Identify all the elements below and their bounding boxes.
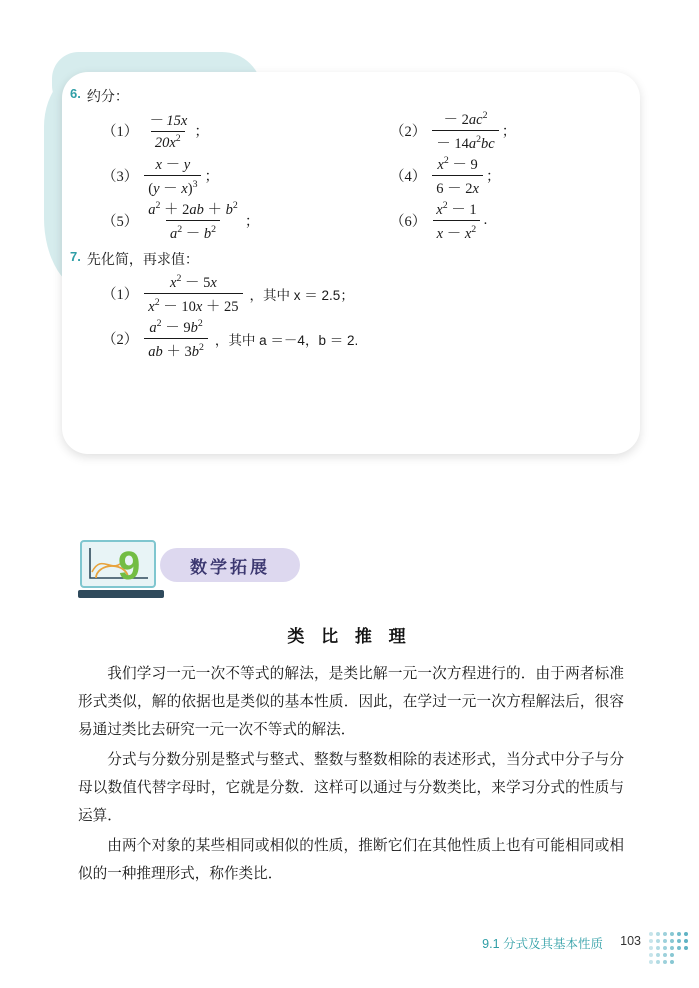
q6-item-4-label: （4） — [390, 169, 427, 185]
q6-item-3-tail: ； — [204, 169, 219, 185]
question-7-number: 7. — [70, 249, 81, 264]
banner-pill-label: 数学拓展 — [190, 557, 270, 577]
q6-item-1-fraction: $\frac{- 15x}{20x^2}$ — [148, 113, 188, 151]
question-6-items — [70, 108, 636, 243]
q6-item-4 — [370, 153, 636, 198]
q6-item-2-fraction: $\frac{- 2ac^2}{- 14a^2bc}$ — [432, 108, 498, 153]
q6-item-1-label: （1） — [102, 124, 139, 140]
q6-item-5-tail: ； — [244, 214, 260, 230]
q6-item-3 — [70, 153, 370, 198]
body-text — [78, 660, 624, 890]
q7-item-2-fraction: $\frac{a^2 - 9b^2}{ab + 3b^2}$ — [144, 316, 208, 361]
paragraph-3: 由两个对象的某些相同或相似的性质，推断它们在其他性质上也有可能相同或相似的一种推理形式，称作类比． — [78, 838, 624, 882]
q7-item-2-condition: ，其中 a ＝－4，b ＝ 2. — [214, 332, 359, 348]
q6-item-5-fraction: $\frac{a^2 + 2ab + b^2}{a^2 - b^2}$ — [148, 200, 238, 242]
question-6-number: 6. — [70, 86, 81, 101]
q6-item-3-fraction: $\frac{x - y}{(y - x)^3}$ — [144, 153, 201, 198]
banner-pill — [160, 548, 300, 582]
footer-chapter: 9.1 分式及其基本性质 — [482, 937, 603, 951]
q7-item-1-condition: ，其中 x ＝ 2.5； — [249, 287, 354, 303]
question-7-text: 先化简，再求值： — [86, 251, 199, 267]
q7-item-2 — [70, 316, 636, 361]
question-6-heading — [70, 86, 636, 106]
laptop-icon — [78, 540, 164, 602]
q6-item-6-tail: . — [483, 212, 488, 228]
q6-item-1 — [70, 108, 370, 153]
math-extension-banner — [78, 540, 308, 602]
question-6-text: 约分： — [86, 88, 129, 104]
exercise-list — [70, 86, 636, 361]
q6-item-2-label: （2） — [390, 124, 427, 140]
q6-item-5-label: （5） — [102, 214, 139, 230]
footer-page-number: 103 — [620, 934, 641, 948]
q7-item-1 — [70, 271, 636, 316]
page-footer — [0, 934, 699, 954]
q7-item-1-label: （1） — [102, 287, 139, 303]
q6-item-6 — [370, 198, 636, 243]
q6-item-6-label: （6） — [390, 214, 427, 230]
footer-dots-decoration — [649, 928, 695, 958]
q6-item-1-tail: ； — [194, 124, 209, 140]
banner-number: 9 — [118, 544, 141, 588]
q6-item-5 — [70, 198, 370, 243]
q6-item-2: （2） $\frac{- 2ac^2}{- 14a^2bc}$ ； — [370, 108, 636, 153]
q7-item-1-fraction: $\frac{x^2 - 5x}{x^2 - 10x + 25}$ — [144, 271, 242, 316]
q6-item-4-tail: ； — [485, 169, 501, 185]
question-7-heading — [70, 249, 636, 269]
q6-item-4-fraction: $\frac{x^2 - 9}{6 - 2x}$ — [432, 153, 483, 198]
q6-item-3-label: （3） — [102, 169, 139, 185]
q6-item-6-fraction: $\frac{x^2 - 1}{x - x^2}$ — [432, 198, 480, 243]
q7-item-2-label: （2） — [102, 332, 139, 348]
question-7-items — [70, 271, 636, 361]
paragraph-1: 我们学习一元一次不等式的解法，是类比解一元一次方程进行的．由于两者标准形式类似，解的依据也是类似的基本性质．因此，在学过一元一次方程解法后，很容易通过类比去研究一元一次不等式的解法． — [78, 666, 624, 738]
section-title: 类 比 推 理 — [287, 627, 412, 646]
paragraph-2: 分式与分数分别是整式与整式、整数与整数相除的表述形式，当分式中分子与分母以数值代替字母时，它就是分数．这样可以通过与分数类比，来学习分式的性质与运算． — [78, 752, 624, 824]
laptop-base — [78, 590, 164, 598]
